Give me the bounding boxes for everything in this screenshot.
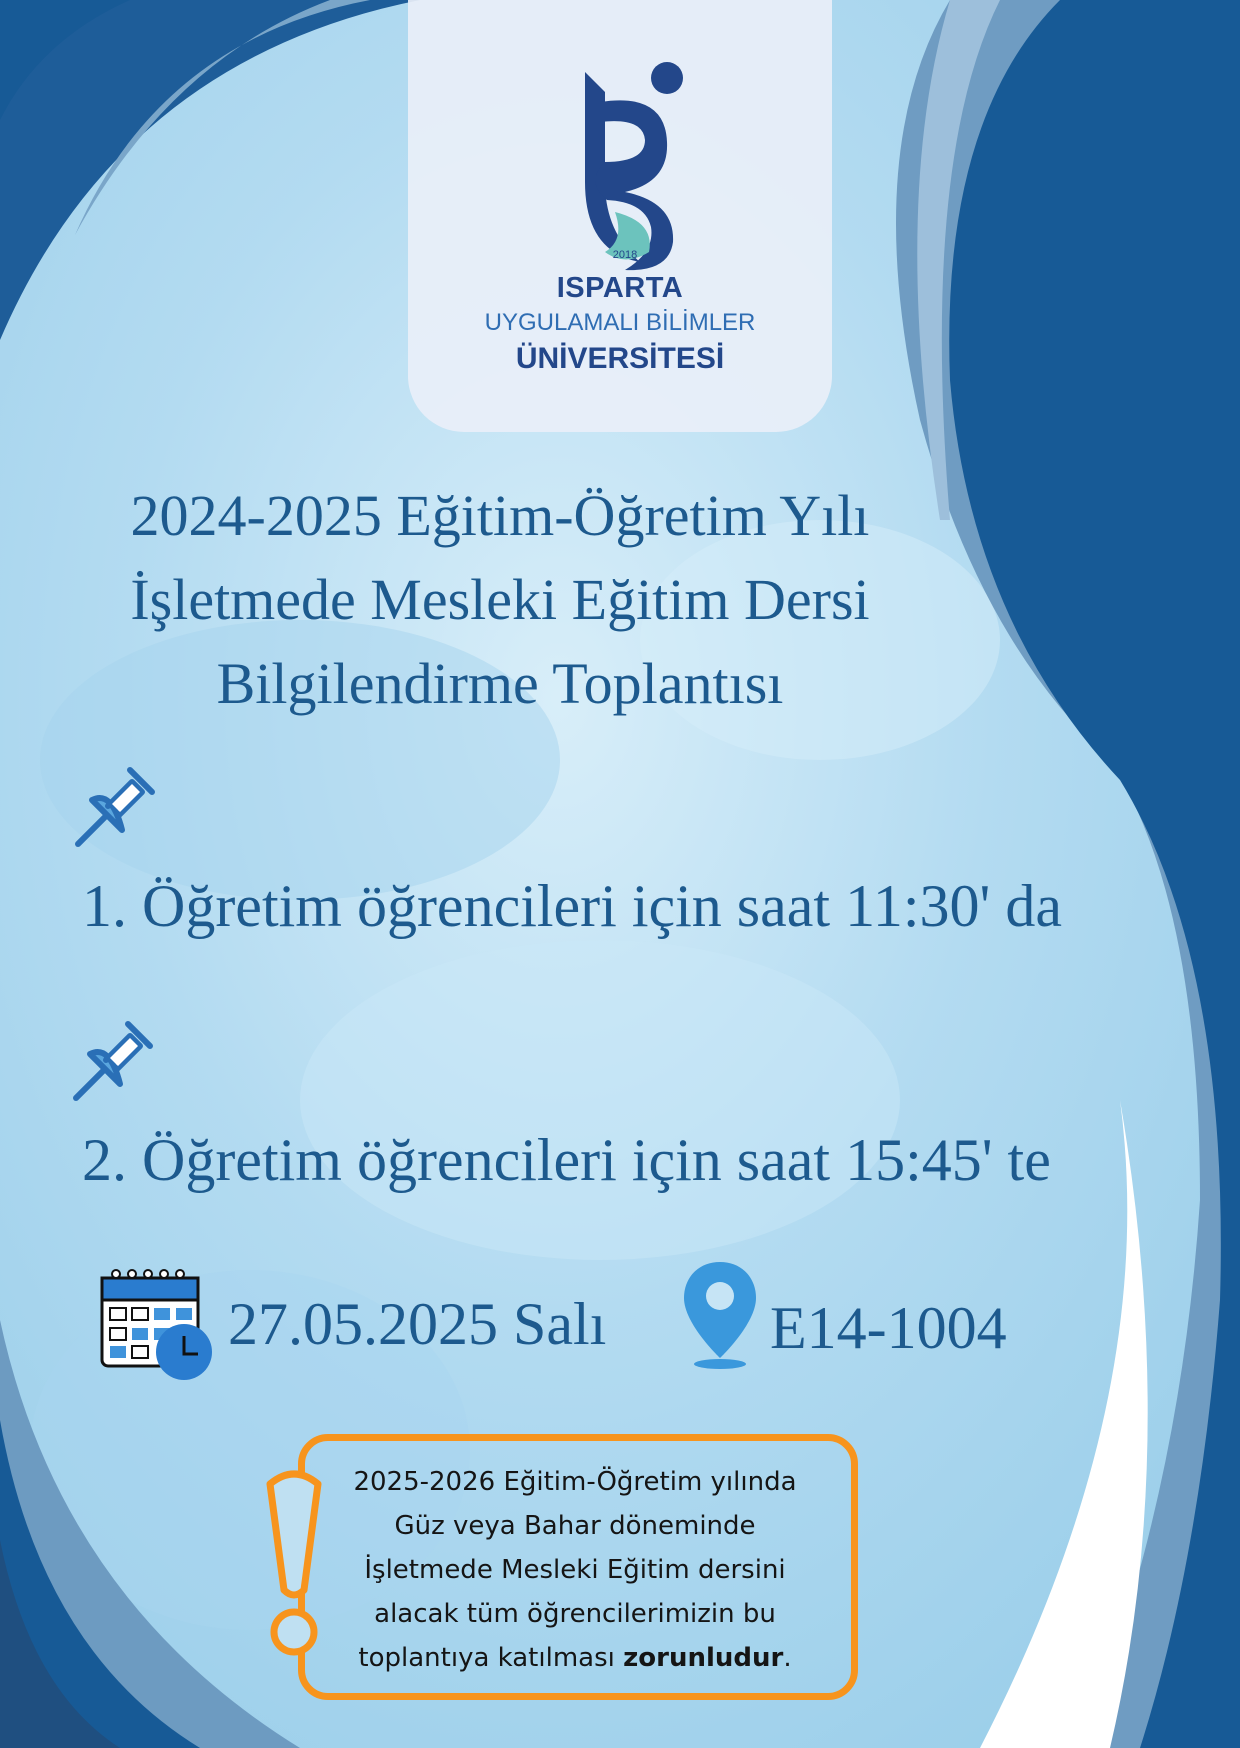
notice-line-5-prefix: toplantıya katılması	[358, 1643, 624, 1673]
title-line-3: Bilgilendirme Toplantısı	[216, 651, 784, 716]
map-pin-icon	[680, 1258, 760, 1370]
notice-line-1: 2025-2026 Eğitim-Öğretim yılında	[353, 1467, 797, 1497]
page-title	[60, 474, 940, 726]
notice-line-5-suffix: .	[783, 1643, 792, 1673]
notice-line-2: Güz veya Bahar döneminde	[394, 1511, 756, 1541]
logo-year: 2018	[612, 249, 638, 261]
logo-line-universitesi: ÜNİVERSİTESİ	[515, 342, 725, 375]
notice-line-4: alacak tüm öğrencilerimizin bu	[374, 1599, 776, 1629]
logo-line-uygulamali: UYGULAMALI BİLİMLER	[484, 309, 756, 336]
meeting-date: 27.05.2025 Salı	[228, 1291, 607, 1357]
meeting-room: E14-1004	[770, 1295, 1007, 1361]
pushpin-icon	[72, 760, 162, 850]
calendar-clock-icon	[98, 1268, 218, 1384]
notice-line-3: İşletmede Mesleki Eğitim dersini	[364, 1555, 786, 1585]
exclamation-icon	[264, 1470, 324, 1660]
notice-line-5	[330, 1636, 820, 1680]
session-1-text: 1. Öğretim öğrencileri için saat 11:30' da	[82, 873, 1062, 939]
title-line-1: 2024-2025 Eğitim-Öğretim Yılı	[130, 483, 870, 548]
logo-line-isparta: ISPARTA	[556, 272, 684, 304]
notice-text	[330, 1460, 820, 1680]
university-logo-icon	[545, 62, 695, 272]
title-line-2: İşletmede Mesleki Eğitim Dersi	[130, 567, 870, 632]
pushpin-icon	[70, 1014, 160, 1104]
session-2-text: 2. Öğretim öğrencileri için saat 15:45' te	[82, 1127, 1051, 1193]
notice-emphasis: zorunludur	[623, 1643, 784, 1673]
